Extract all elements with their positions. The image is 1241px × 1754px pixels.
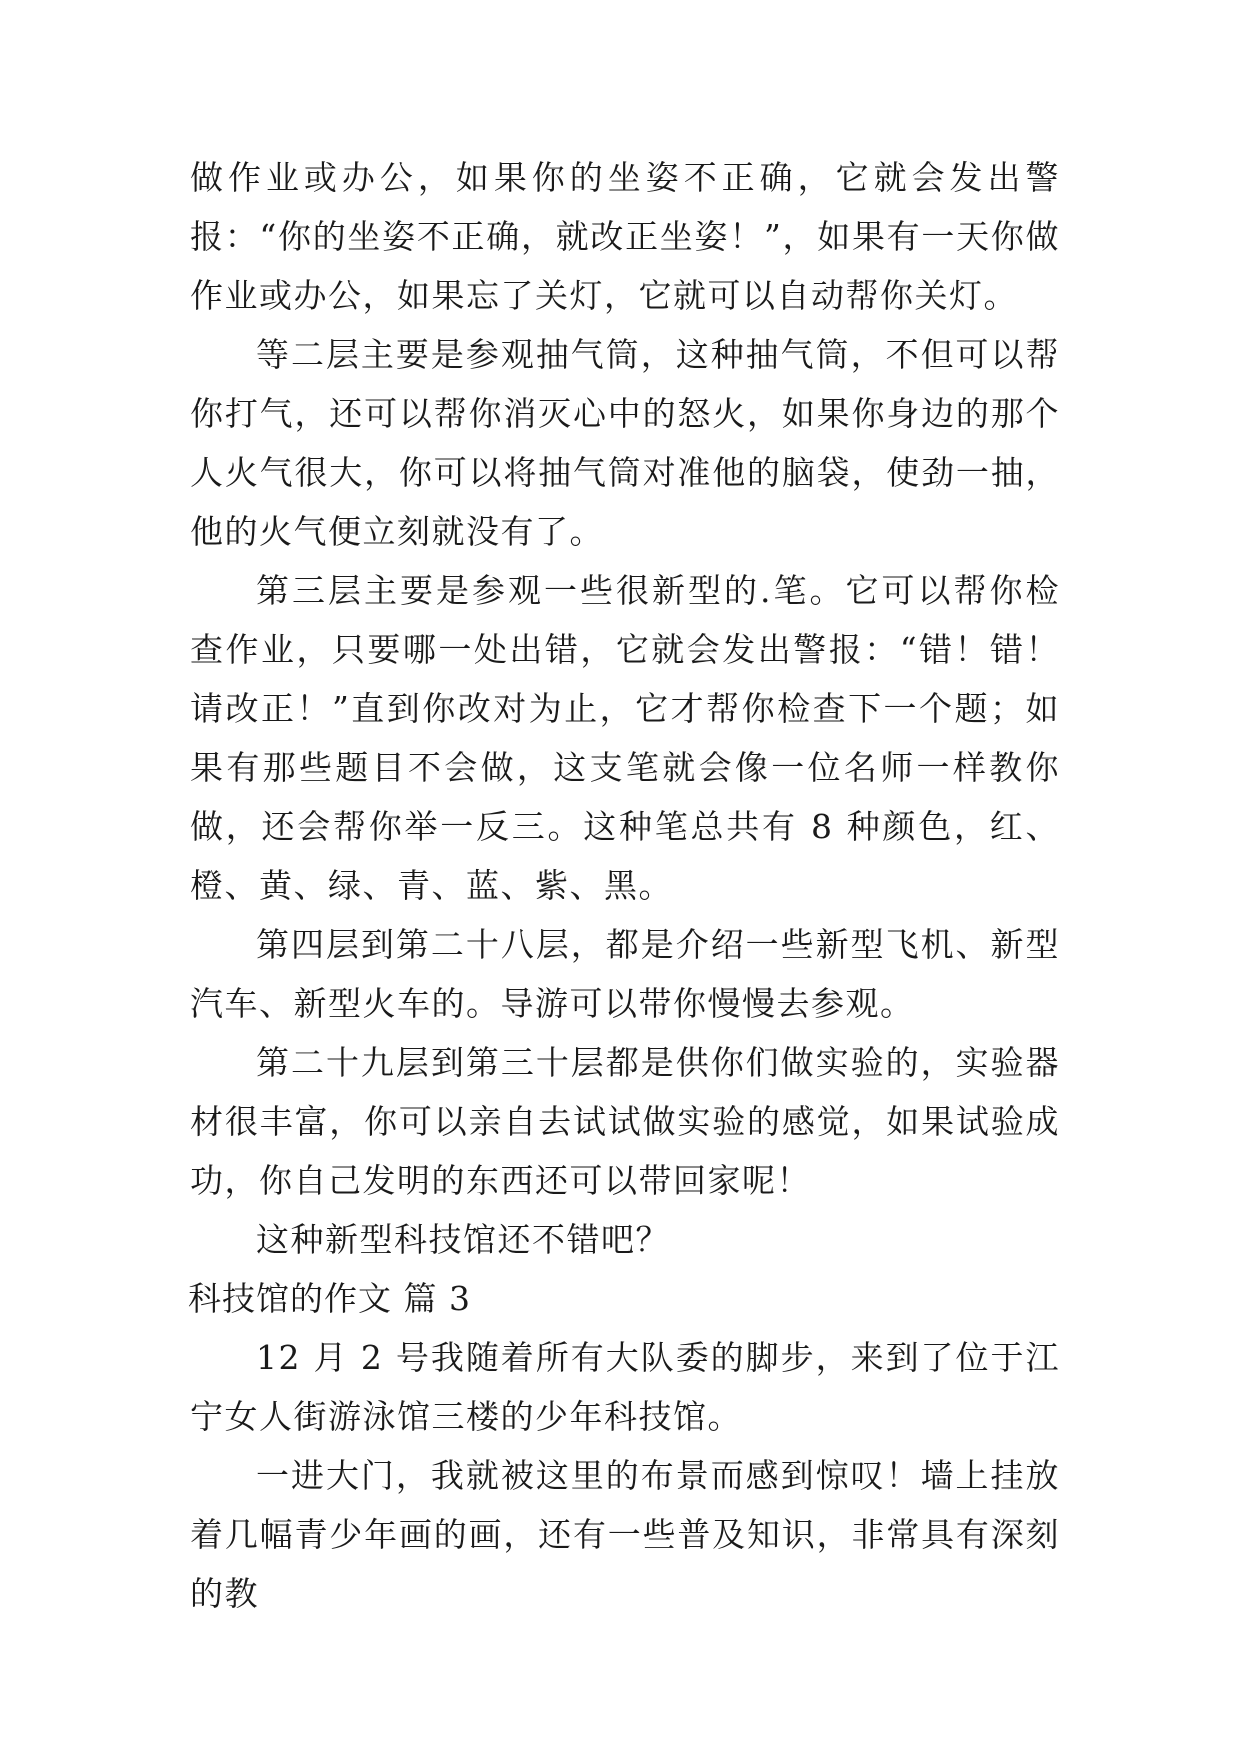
paragraph-continuation: 做作业或办公，如果你的坐姿不正确，它就会发出警报：“你的坐姿不正确，就改正坐姿！”，如果有一天你做作业或办公，如果忘了关灯，它就可以自动帮你关灯。 (190, 158, 1060, 315)
paragraph-visit-date: 12 月 2 号我随着所有大队委的脚步，来到了位于江宁女人街游泳馆三楼的少年科技馆。 (190, 1338, 1060, 1436)
paragraph-entrance: 一进大门，我就被这里的布景而感到惊叹！墙上挂放着几幅青少年画的画，还有一些普及知识，非常具有深刻的教 (190, 1456, 1060, 1613)
paragraph-fourth-floor: 第四层到第二十八层，都是介绍一些新型飞机、新型汽车、新型火车的。导游可以带你慢慢去参观。 (190, 925, 1060, 1023)
paragraph-second-floor: 等二层主要是参观抽气筒，这种抽气筒，不但可以帮你打气，还可以帮你消灭心中的怒火，如果你身边的那个人火气很大，你可以将抽气筒对准他的脑袋，使劲一抽，他的火气便立刻就没有了。 (190, 335, 1060, 551)
paragraph-third-floor: 第三层主要是参观一些很新型的.笔。它可以帮你检查作业，只要哪一处出错，它就会发出警报：“错！错！请改正！”直到你改对为止，它才帮你检查下一个题；如果有那些题目不会做，这支笔就会像一位名师一样教你做，还会帮你举一反三。这种笔总共有 8 种颜色，红、橙、黄、绿、青、蓝、紫、黑。 (190, 571, 1060, 905)
document-body (190, 148, 1060, 1623)
paragraph-closing: 这种新型科技馆还不错吧？ (256, 1220, 670, 1259)
paragraph-lab-floors: 第二十九层到第三十层都是供你们做实验的，实验器材很丰富，你可以亲自去试试做实验的感觉，如果试验成功，你自己发明的东西还可以带回家呢！ (190, 1043, 1060, 1200)
section-title: 科技馆的作文 篇 3 (188, 1279, 471, 1318)
